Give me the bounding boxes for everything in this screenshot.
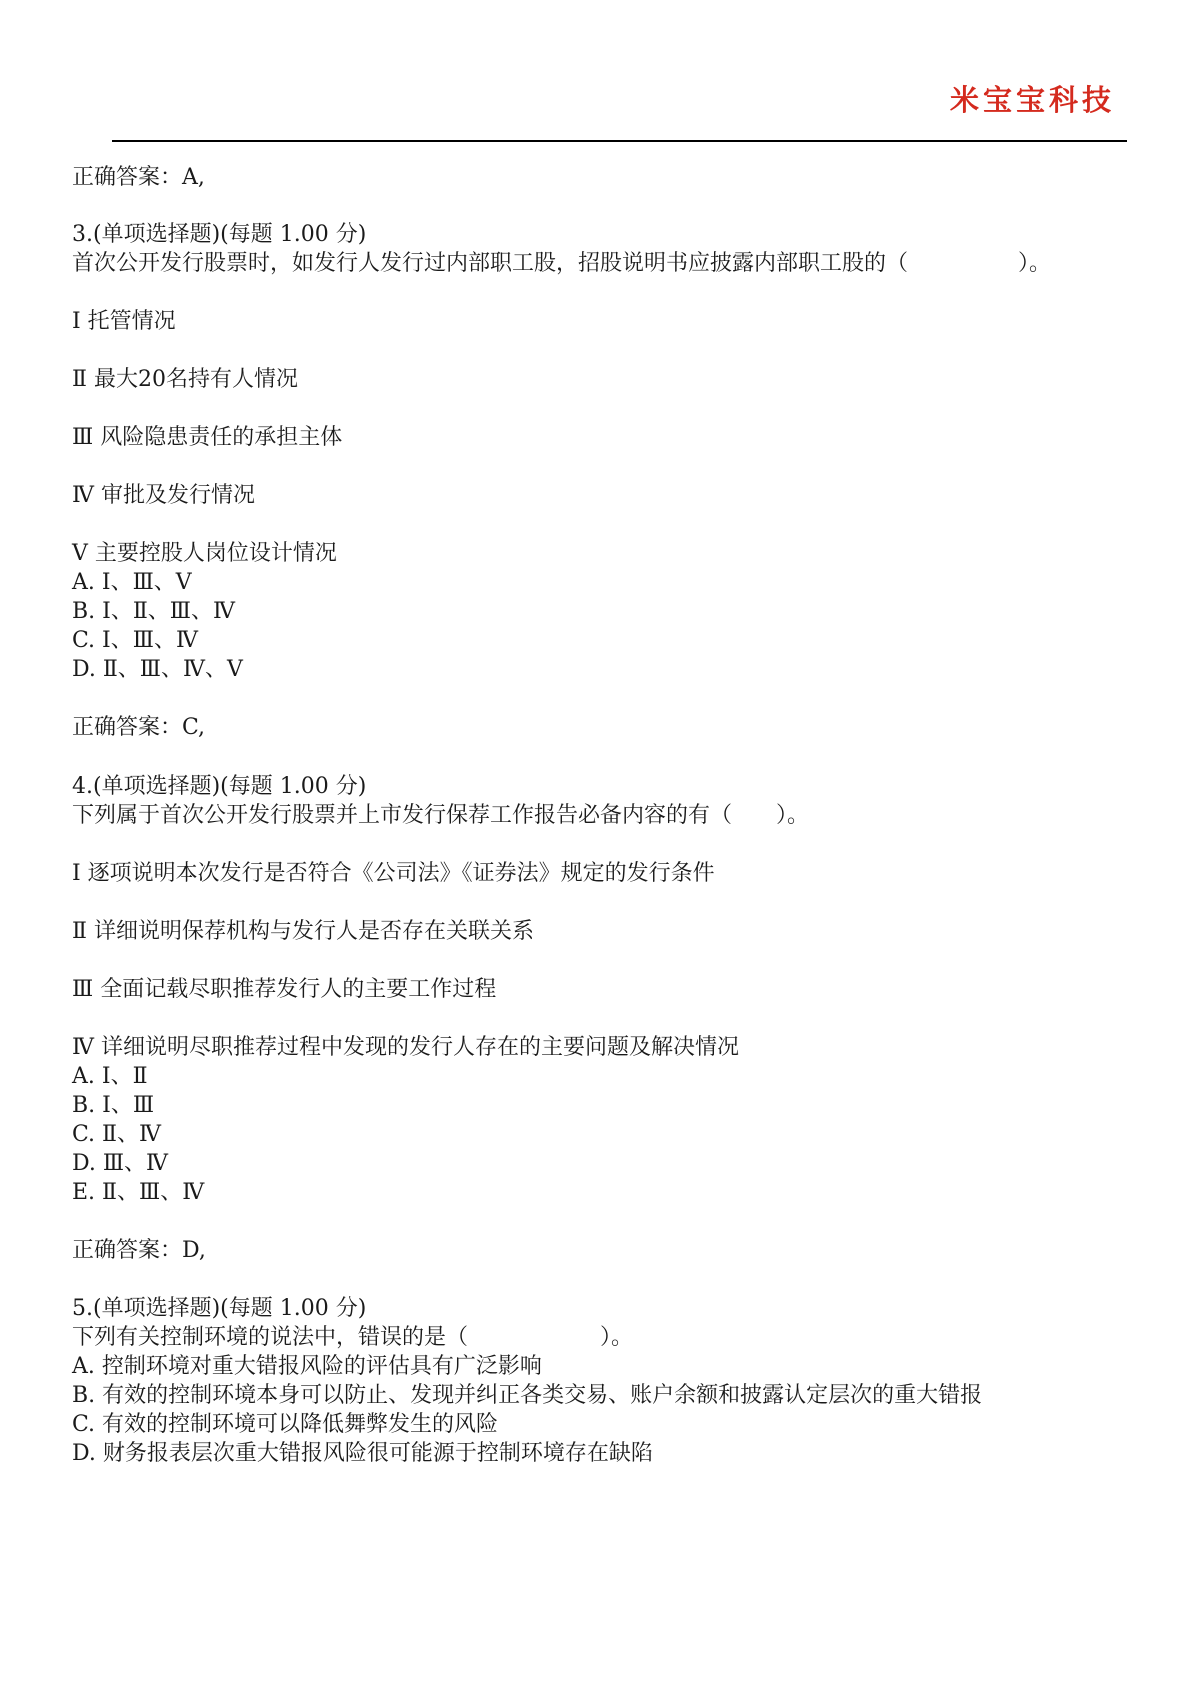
q3-option-a: A. Ⅰ、Ⅲ、Ⅴ — [72, 570, 192, 595]
q3-answer: 正确答案：C, — [72, 715, 206, 740]
q4-stem: 下列属于首次公开发行股票并上市发行保荐工作报告必备内容的有（ ）。 — [72, 803, 810, 828]
q5-header: 5.(单项选择题)(每题 1.00 分) — [72, 1296, 367, 1321]
q4-option-c: C. Ⅱ、Ⅳ — [72, 1122, 161, 1147]
q3-option-b: B. Ⅰ、Ⅱ、Ⅲ、Ⅳ — [72, 599, 235, 624]
q4-answer: 正确答案：D, — [72, 1238, 206, 1263]
q5-option-d: D. 财务报表层次重大错报风险很可能源于控制环境存在缺陷 — [72, 1441, 653, 1466]
q4-option-a: A. Ⅰ、Ⅱ — [72, 1064, 148, 1089]
q3-stem: 首次公开发行股票时，如发行人发行过内部职工股，招股说明书应披露内部职工股的（ ）。 — [72, 251, 1052, 276]
q4-option-e: E. Ⅱ、Ⅲ、Ⅳ — [72, 1180, 205, 1205]
q3-item-4: Ⅳ 审批及发行情况 — [72, 483, 255, 508]
q5-option-a: A. 控制环境对重大错报风险的评估具有广泛影响 — [72, 1354, 542, 1379]
q3-option-c: C. Ⅰ、Ⅲ、Ⅳ — [72, 628, 198, 653]
q5-option-b: B. 有效的控制环境本身可以防止、发现并纠正各类交易、账户余额和披露认定层次的重大错报 — [72, 1383, 983, 1408]
q3-option-d: D. Ⅱ、Ⅲ、Ⅳ、Ⅴ — [72, 657, 243, 682]
q4-item-4: Ⅳ 详细说明尽职推荐过程中发现的发行人存在的主要问题及解决情况 — [72, 1035, 739, 1060]
q3-item-5: Ⅴ 主要控股人岗位设计情况 — [72, 541, 337, 566]
header-rule — [112, 140, 1127, 142]
q3-item-2: Ⅱ 最大20名持有人情况 — [72, 367, 298, 392]
q3-item-3: Ⅲ 风险隐患责任的承担主体 — [72, 425, 343, 450]
brand-logo: 米宝宝科技 — [949, 83, 1115, 117]
q2-answer: 正确答案：A, — [72, 165, 205, 190]
q4-item-3: Ⅲ 全面记载尽职推荐发行人的主要工作过程 — [72, 977, 497, 1002]
q4-item-1: Ⅰ 逐项说明本次发行是否符合《公司法》《证券法》规定的发行条件 — [72, 861, 715, 886]
q5-stem: 下列有关控制环境的说法中，错误的是（ ）。 — [72, 1325, 634, 1350]
q4-option-b: B. Ⅰ、Ⅲ — [72, 1093, 155, 1118]
q4-header: 4.(单项选择题)(每题 1.00 分) — [72, 774, 367, 799]
q5-option-c: C. 有效的控制环境可以降低舞弊发生的风险 — [72, 1412, 499, 1437]
q3-item-1: Ⅰ 托管情况 — [72, 309, 176, 334]
q4-option-d: D. Ⅲ、Ⅳ — [72, 1151, 169, 1176]
q4-item-2: Ⅱ 详细说明保荐机构与发行人是否存在关联关系 — [72, 919, 534, 944]
q3-header: 3.(单项选择题)(每题 1.00 分) — [72, 222, 367, 247]
